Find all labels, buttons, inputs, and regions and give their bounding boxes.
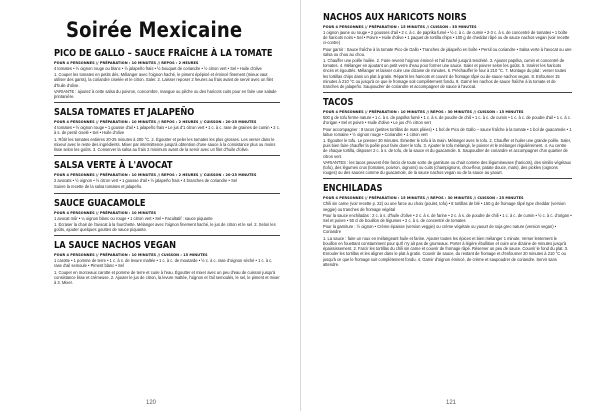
recipe-meta: POUR 4 PERSONNES // PRÉPARATION : 10 MINUTES // REPOS : 2 HEURES // CUISSON : 20-25 MINUTES	[54, 172, 257, 178]
divider	[323, 92, 572, 93]
recipe-garnish: Pour la garniture : ½ oignon • Crème épaisse (version veggie) ou crème végétale ou yaourt de soja grec nature (version vegan) • Coriandre	[323, 224, 557, 235]
divider	[54, 102, 280, 103]
right-page	[300, 0, 600, 411]
recipe-ingredients: 1 avocat mûr • ¼ oignon blanc ou rouge • 1 citron vert • Sel • Facultatif : sauce piquante	[54, 215, 213, 221]
page-number: 121	[446, 400, 457, 406]
recipe-enchiladas	[323, 183, 572, 266]
divider	[54, 235, 280, 236]
recipe-title: TACOS	[323, 97, 354, 109]
recipe-title: SAUCE GUACAMOLE	[54, 197, 146, 209]
recipe-ingredients: 1 oignon jaune ou rouge • 2 gousses d'ail • 2 c. à c. de paprika fumé • ½ c. à c. de cumin • 2-3 c. à s. de concentré de tomates • 1 boîte de haricots noirs • Sel • Poivre • Huile d'olive • 1 paquet de tortilla chips • 100 g de cheddar râpé ou de sauce nachos vegan (voir recette ci-contre)	[323, 30, 570, 46]
recipe-steps: 1. Égoutter le tofu. Le presser 30 minutes. Émietter le tofu à la main. Mélanger avec le tofu. 2. Chauffer et huiler une grande poêle. Saler, puis bien faire chauffer la poêle pour faire dorer le tofu. 3. Ajouter le tofu mélangé, le poivrer et le mélanger régulièrement. 4. Au centre de chaque tortilla, disposer 2 c. à s. de tofu, de la sauce et du guacamole. 5. Saupoudrer de coriandre et accompagner d'un quartier de citron vert.	[323, 138, 571, 159]
recipe-sauce: Pour la sauce enchiladas : 2 c. à s. d'huile d'olive • 2 c. à s. de farine • 2 c. à s. de poudre de chili • 1 c. à c. de cumin • ½ c. à c. d'origan • Sel et poivre • 50 cl de bouillon de légumes • 2 c. à s. de concentré de tomates	[323, 212, 572, 224]
recipe-meta: POUR 4 PERSONNES // PRÉPARATION : 10 MINUTES	[54, 209, 157, 215]
recipe-title: ENCHILADAS	[323, 183, 383, 195]
recipe-sauce-nachos-vegan	[54, 240, 280, 285]
recipe-ingredients: 2 avocats • ½ oignon • ½ citron vert • 1 gousse d'ail • ½ jalapeño frais • 4 branches de coriandre • Sel	[54, 178, 238, 184]
recipe-title: LA SAUCE NACHOS VEGAN	[54, 240, 177, 252]
book-title: Soirée Mexicaine	[66, 18, 243, 42]
recipe-meta: POUR 4 PERSONNES // PRÉPARATION : 10 MINUTES // REPOS : 30 MINUTES // CUISSON : 15 MINUTES	[323, 109, 524, 115]
recipe-salsa-tomates	[54, 107, 280, 152]
recipe-steps: 1. Écraser la chair de l'avocat à la fourchette. Mélanger avec l'oignon finement haché, le jus de citron et le sel. 2. Selon les goûts, ajouter quelques gouttes de sauce piquante.	[54, 221, 276, 233]
recipe-meta: POUR 4 PERSONNES // PRÉPARATION : 10 MINUTES // REPOS : 2 HEURES // CUISSON : 20-25 MINUTES	[54, 119, 257, 125]
recipe-steps: 1. Rôtir les tomates entières 20-25 minutes à 200 °C. 2. Égoutter et peler les tomates les plus grosses. Les verser dans le mixeur avec le reste des ingrédients. Mixer par intermittence jusqu'à obtention d'une sauce à la consistance plus ou moins lisse selon les goûts. 3. Conserver la salsa au frais 2 minimum avant de la servir avec un filet d'huile d'olive.	[54, 136, 276, 153]
recipe-meta: POUR 4 PERSONNES // PRÉPARATION : 15 MINUTES // REPOS : 30 MINUTES // CUISSON : 25 MINUTES	[323, 195, 524, 201]
recipe-steps: 1. La sauce : faire un roux en mélangeant huile et farine. Ajouter toutes les épices et bien mélanger 1 minute. Verser lentement le bouillon en fouettant constamment pour qu'il n'y ait pas de grumeaux. Porter à légère ébullition et cuire une dizaine de minutes jusqu'à épaississement. 2. Farcir les tortillas du chili sin carne et couvrir de fromage râpé. Réserver un peu de sauce. Couvrir le fond du plat. 3. Enrouler les tortillas et les aligner dans le plat à gratin. Couvrir de sauce, du restant de fromage et d'enfourner 20 minutes à 210 °C ou jusqu'à ce que le fromage soit complètement fondu. 4. Garnir d'oignon émincé, de crème et saupoudrer de coriandre. Servir sans attendre.	[323, 235, 569, 267]
recipe-meta: POUR 4 PERSONNES // PRÉPARATION : 10 MINUTES // CUISSON : 15 MINUTES	[54, 252, 208, 258]
recipe-ingredients: 500 g de tofu ferme nature • 1 c. à s. de paprika fumé • 1 c. à s. de poudre de chili • 1 c. à c. de cumin • 1 c. à c. de poudre d'ail • 1 c. à c. d'origan • Sel et poivre • Huile d'olive • Le jus d'½ citron vert	[323, 115, 572, 126]
recipe-meta: POUR 4 PERSONNES // PRÉPARATION : 15 MINUTES // CUISSON : 35 MINUTES	[323, 24, 477, 29]
recipe-accompaniment: Pour accompagner : 8 tacos (petites tortillas de maïs pliées) • 1 bol de Pico de Gallo – sauce fraîche à la tomate • 1 bol de guacamole • 1 laitue romaine • ½ oignon rouge • Coriandre • 1 citron vert	[323, 126, 572, 137]
recipe-title: SALSA VERTE À L'AVOCAT	[54, 160, 173, 172]
recipe-variants: VARIANTES : les tacos peuvent être farcis de toute sorte de garniture ou chair comme des légumineuses (haricots), des similis végétaux (tofu), des légumes crus (tomates, poivron, oignons) ou cuits (champignons, chou-fleur, patate douce, maïs), des pickles (oignons rouges) ou des sauces comme du guacamole, de la sauce nachos vegan ou de la sauce au yaourt.	[323, 159, 571, 176]
recipe-title: NACHOS AUX HARICOTS NOIRS	[323, 12, 467, 23]
recipe-title: SALSA TOMATES ET JALAPEÑO	[54, 107, 195, 119]
divider	[323, 178, 572, 179]
recipe-steps: 1. Chauffer une poêle huilée. 2. Faire revenir l'oignon émincé et l'ail haché jusqu'à tendreté. 3. Ajouter paprika, cumin et concentré de tomates. 4. Mélanger en ajoutant un petit verre d'eau pour former une sauce. Saler et poivrer selon les goûts. 5. Insérer les haricots rincés et égouttés. Mélanger et laisser cuire une dizaine de minutes. 6. Préchauffer le four à 210 °C. 7. Montage du plat : verser toutes les tortillas chips dans un plat à gratin. Répartir les haricots et couvrir de fromage râpé ou de sauce nachos vegan. 8. Enfourner 15 minutes à 210 °C ou jusqu'à ce que le fromage soit complètement fondu. 9. Garnir les nachos de sauce fraîche à la tomate et de tranches de jalapeño. Saupoudrer de coriandre et accompagner de sauce à l'avocat.	[323, 58, 567, 90]
recipe-ingredients: Chili sin carne (voir recette p. 22) ou une farce au choix (poulet, tofu) • 8 tortillas de blé • 150 g de fromage râpé type cheddar (version veggie) ou tranches de fromage végétal	[323, 201, 566, 212]
recipe-ingredients: 4 tomates • ½ oignon rouge ou blanc • ½ jalapeño frais • ½ bouquet de coriandre • ½ citron vert • Sel • Huile d'olive	[54, 66, 262, 71]
recipe-garnish: Pour garnir : Sauce fraîche à la tomate Pico de Gallo • Tranches de jalapeño en boîte • Persil ou coriandre • Salsa verte à l'avocat ou une salsa ou chou au chou.	[323, 46, 572, 57]
divider	[54, 155, 280, 156]
recipe-title: PICO DE GALLO – SAUCE FRAÎCHE À LA TOMATE	[54, 48, 273, 59]
recipe-steps: 1. Couper les tomates en petits dés. Mélanger avec l'oignon haché, le piment épépiné et émincé finement (mieux vaut utiliser des gants), la coriandre ciselée et le citron. Saler. 2. Laisser reposer 2 heures au frais avant de servir avec un filet d'huile d'olive.	[54, 72, 273, 88]
recipe-meta: POUR 4 PERSONNES // PRÉPARATION : 10 MINUTES // REPOS : 2 HEURES	[54, 60, 199, 65]
recipe-guacamole	[54, 198, 280, 233]
recipe-salsa-verte	[54, 160, 280, 189]
page-number: 120	[146, 400, 157, 406]
recipe-ingredients: 1 carotte • 1 pomme de terre • 1 c. à s. de levure maltée • 1 c. à c. de moutarde • ½ c. à c. rase d'oignon séché • 1 c. à c. rase d'ail semoule • Piment blanc • Sel	[54, 258, 273, 269]
recipe-variant: VARIANTE : ajoutez à cette salsa du poivron, concombre, mangue ou pêche ou des haricots cuits pour en faire une salade printanière.	[54, 88, 277, 100]
recipe-ingredients: 4 tomates • ½ oignon rouge • 1 gousse d'ail • 1 jalapeño frais • Le jus d'1 citron vert • 1 c. à c. rase de graines de cumin • 2 c. à s. de persil ciselé • Sel • Huile d'olive	[54, 125, 280, 136]
recipe-steps: Suivre la recette de la salsa tomates et jalapeño.	[54, 184, 143, 190]
recipe-tacos	[323, 97, 572, 175]
divider	[54, 193, 280, 194]
recipe-nachos	[323, 12, 572, 89]
recipe-pico-de-gallo	[54, 48, 280, 99]
recipe-steps: 1. Couper en morceaux carotte et pomme de terre et cuire à l'eau. Égoutter et mixer avec un peu d'eau de cuisson jusqu'à consistance lisse et crémeuse. 2. Ajouter le jus de citron, la levure maltée, l'oignon et l'ail semoulés, le sel, le piment et mixer à 3. Mixer.	[54, 269, 280, 286]
